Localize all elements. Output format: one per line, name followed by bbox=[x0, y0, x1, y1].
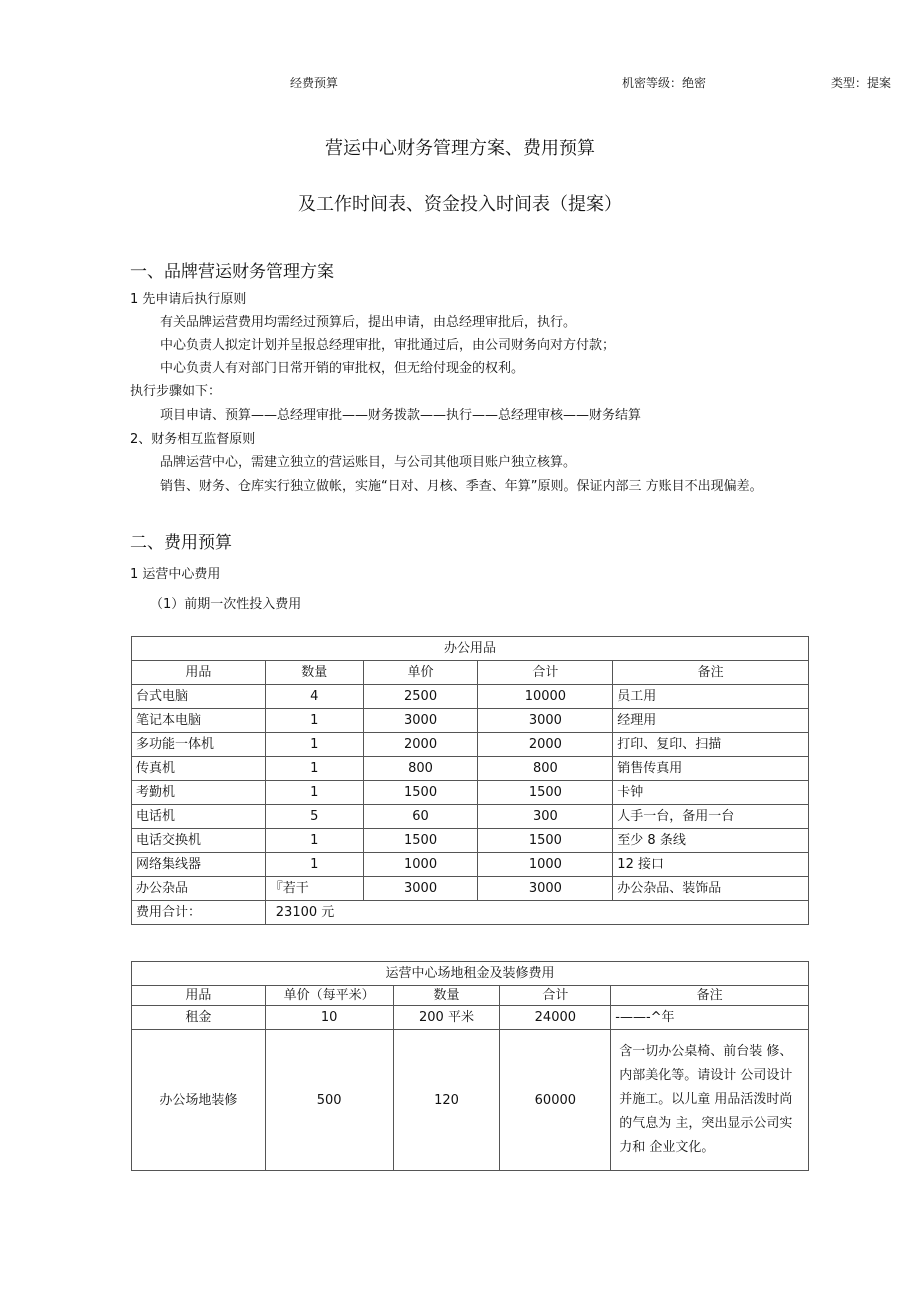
item-total: 300 bbox=[478, 805, 613, 829]
item-note: 员工用 bbox=[613, 685, 809, 709]
header-doc-type: 经费预算 bbox=[290, 76, 339, 90]
table1-total-row bbox=[132, 901, 809, 925]
item-price: 2500 bbox=[363, 685, 478, 709]
principle1-line3: 中心负责人有对部门日常开销的审批权，但无给付现金的权利。 bbox=[160, 361, 525, 376]
item-price: 1000 bbox=[363, 853, 478, 877]
item-total: 3000 bbox=[478, 877, 613, 901]
item-price: 2000 bbox=[363, 733, 478, 757]
deco-total: 60000 bbox=[500, 1030, 611, 1171]
item-note: 至少 8 条线 bbox=[613, 829, 809, 853]
item-total: 1000 bbox=[478, 853, 613, 877]
deco-item: 办公场地装修 bbox=[132, 1030, 266, 1171]
table-row bbox=[132, 1030, 809, 1171]
item-note: 12 接口 bbox=[613, 853, 809, 877]
item-qty: 『若干 bbox=[265, 877, 363, 901]
principle2-line1: 品牌运营中心，需建立独立的营运账目，与公司其他项目账户独立核算。 bbox=[160, 455, 577, 470]
principle2-title: 2、财务相互监督原则 bbox=[130, 432, 256, 447]
office-supplies-table bbox=[131, 636, 809, 925]
item-price: 60 bbox=[363, 805, 478, 829]
table2-header: 合计 bbox=[500, 986, 611, 1006]
table-row bbox=[132, 805, 809, 829]
table1-header: 用品 bbox=[132, 661, 266, 685]
deco-qty: 120 bbox=[393, 1030, 500, 1171]
item-name: 台式电脑 bbox=[132, 685, 266, 709]
item-total: 1500 bbox=[478, 829, 613, 853]
table-row bbox=[132, 829, 809, 853]
section2-sub1: 1 运营中心费用 bbox=[130, 567, 221, 582]
item-qty: 1 bbox=[265, 829, 363, 853]
table2-header: 单价（每平米） bbox=[265, 986, 393, 1006]
principle1-title: 1 先申请后执行原则 bbox=[130, 292, 247, 307]
table-row bbox=[132, 757, 809, 781]
table1-header-row bbox=[132, 661, 809, 685]
header-category: 类型：提案 bbox=[831, 76, 892, 90]
table2-header: 用品 bbox=[132, 986, 266, 1006]
rent-qty: 200 平米 bbox=[393, 1006, 500, 1030]
item-note: 销售传真用 bbox=[613, 757, 809, 781]
table2-header: 备注 bbox=[611, 986, 809, 1006]
table2-caption: 运营中心场地租金及装修费用 bbox=[132, 962, 809, 986]
table-row bbox=[132, 709, 809, 733]
item-total: 3000 bbox=[478, 709, 613, 733]
table-row bbox=[132, 853, 809, 877]
table1-header: 备注 bbox=[613, 661, 809, 685]
section2-sub2: （1）前期一次性投入费用 bbox=[150, 597, 302, 612]
item-qty: 1 bbox=[265, 733, 363, 757]
header-security-level: 机密等级：绝密 bbox=[622, 76, 707, 90]
item-price: 3000 bbox=[363, 877, 478, 901]
item-qty: 1 bbox=[265, 709, 363, 733]
section2-heading: 二、费用预算 bbox=[130, 533, 232, 553]
total-value: 23100 元 bbox=[265, 901, 808, 925]
item-price: 1500 bbox=[363, 781, 478, 805]
item-total: 800 bbox=[478, 757, 613, 781]
item-name: 网络集线器 bbox=[132, 853, 266, 877]
item-name: 电话交换机 bbox=[132, 829, 266, 853]
deco-unit-price: 500 bbox=[265, 1030, 393, 1171]
item-note: 经理用 bbox=[613, 709, 809, 733]
table1-caption: 办公用品 bbox=[132, 637, 809, 661]
table2-header: 数量 bbox=[393, 986, 500, 1006]
principle2-line2: 销售、财务、仓库实行独立做帐，实施“日对、月核、季查、年算”原则。保证内部三 方账目不出现偏差。 bbox=[160, 479, 763, 494]
principle1-line1: 有关品牌运营费用均需经过预算后，提出申请，由总经理审批后，执行。 bbox=[160, 315, 577, 330]
item-name: 电话机 bbox=[132, 805, 266, 829]
rent-item: 租金 bbox=[132, 1006, 266, 1030]
principle1-line2: 中心负责人拟定计划并呈报总经理审批，审批通过后，由公司财务向对方付款； bbox=[160, 338, 616, 353]
item-qty: 5 bbox=[265, 805, 363, 829]
item-name: 考勤机 bbox=[132, 781, 266, 805]
table-row bbox=[132, 781, 809, 805]
table1-header: 单价 bbox=[363, 661, 478, 685]
table-row bbox=[132, 1006, 809, 1030]
item-name: 多功能一体机 bbox=[132, 733, 266, 757]
total-label: 费用合计： bbox=[132, 901, 266, 925]
venue-rent-table bbox=[131, 961, 809, 1171]
item-price: 1500 bbox=[363, 829, 478, 853]
item-price: 3000 bbox=[363, 709, 478, 733]
item-total: 1500 bbox=[478, 781, 613, 805]
rent-total: 24000 bbox=[500, 1006, 611, 1030]
rent-unit-price: 10 bbox=[265, 1006, 393, 1030]
item-total: 10000 bbox=[478, 685, 613, 709]
item-qty: 1 bbox=[265, 781, 363, 805]
document-title-line1: 营运中心财务管理方案、费用预算 bbox=[325, 138, 595, 159]
item-note: 打印、复印、扫描 bbox=[613, 733, 809, 757]
item-note: 办公杂品、装饰品 bbox=[613, 877, 809, 901]
item-name: 笔记本电脑 bbox=[132, 709, 266, 733]
table-row bbox=[132, 685, 809, 709]
steps-title: 执行步骤如下： bbox=[130, 384, 222, 399]
item-name: 办公杂品 bbox=[132, 877, 266, 901]
table-row bbox=[132, 877, 809, 901]
table-row bbox=[132, 733, 809, 757]
table1-header: 数量 bbox=[265, 661, 363, 685]
item-qty: 1 bbox=[265, 757, 363, 781]
deco-note: 含一切办公桌椅、前台装 修、内部美化等。请设计 公司设计并施工。以儿童 用品活泼时尚的气息为 主，突出显示公司实力和 企业文化。 bbox=[611, 1030, 809, 1171]
rent-note: -——-^年 bbox=[611, 1006, 809, 1030]
item-qty: 1 bbox=[265, 853, 363, 877]
item-note: 卡钟 bbox=[613, 781, 809, 805]
steps-flow: 项目申请、预算——总经理审批——财务拨款——执行——总经理审核——财务结算 bbox=[160, 408, 642, 423]
section1-heading: 一、品牌营运财务管理方案 bbox=[130, 262, 334, 282]
item-price: 800 bbox=[363, 757, 478, 781]
item-total: 2000 bbox=[478, 733, 613, 757]
table2-header-row bbox=[132, 986, 809, 1006]
table1-header: 合计 bbox=[478, 661, 613, 685]
document-title-line2: 及工作时间表、资金投入时间表（提案） bbox=[298, 194, 622, 215]
item-note: 人手一台，备用一台 bbox=[613, 805, 809, 829]
item-qty: 4 bbox=[265, 685, 363, 709]
item-name: 传真机 bbox=[132, 757, 266, 781]
